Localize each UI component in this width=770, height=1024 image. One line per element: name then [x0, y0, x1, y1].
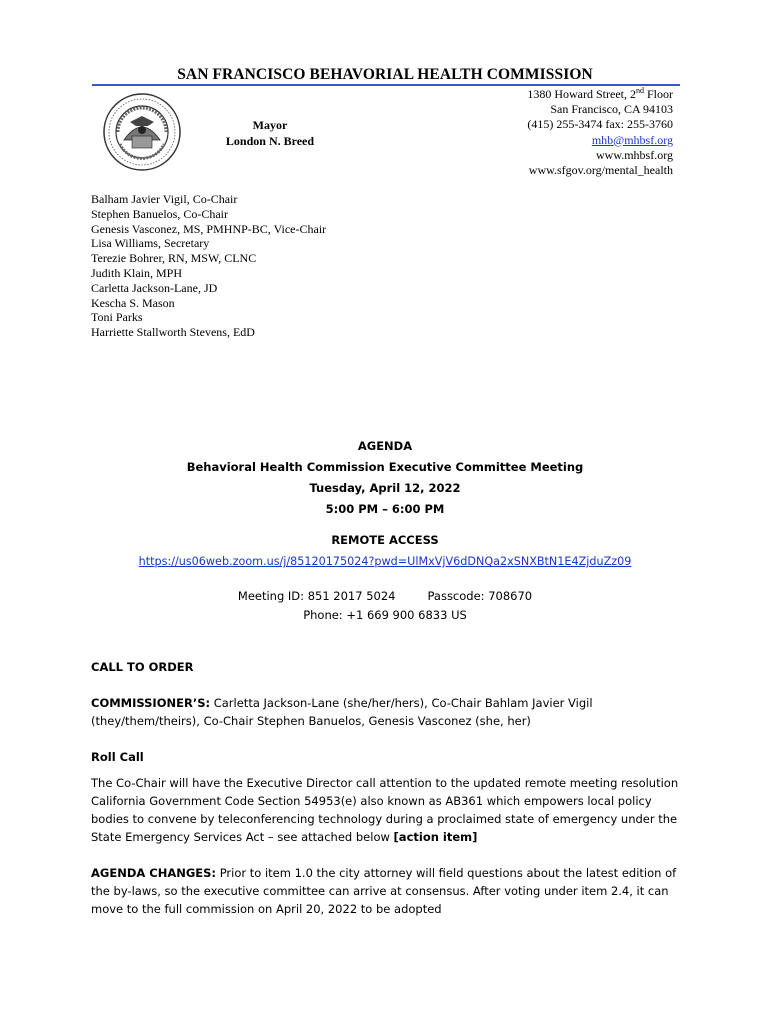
roll-call-paragraph: The Co-Chair will have the Executive Director call attention to the updated remote meeting resolution California Government Code Section 54953(e) also known as AB361 which empowers local policy bodies to convene by teleconferencing technology during a proclaimed state of emergency under the State Emergency Services Act – see attached below [action item] [91, 775, 679, 845]
website-2: www.sfgov.org/mental_health [528, 163, 673, 178]
agenda-heading-block [0, 436, 770, 520]
call-to-order-heading: CALL TO ORDER [91, 660, 194, 674]
agenda-heading: AGENDA [357, 439, 413, 453]
mayor-name: London N. Breed [225, 133, 315, 148]
list-item: Lisa Williams, Secretary [91, 236, 210, 251]
list-item: Terezie Bohrer, RN, MSW, CLNC [91, 251, 257, 266]
passcode: Passcode: 708670 [427, 589, 533, 603]
commissioners-paragraph: COMMISSIONER’S: Carletta Jackson-Lane (she/her/hers), Co-Chair Bahlam Javier Vigil (they/them/theirs), Co-Chair Stephen Banuelos, Genesis Vasconez (she, her) [91, 696, 593, 729]
commission-title: SAN FRANCISCO BEHAVORIAL HEALTH COMMISSION [177, 66, 593, 83]
list-item: Stephen Banuelos, Co-Chair [91, 206, 228, 221]
meeting-date: Tuesday, April 12, 2022 [309, 481, 461, 495]
address-line-2: San Francisco, CA 94103 [550, 102, 673, 117]
list-item: Balham Javier Vigil, Co-Chair [91, 192, 238, 206]
member-list [91, 192, 326, 340]
agenda-body [91, 658, 691, 918]
meeting-id: Meeting ID: 851 2017 5024 [237, 589, 396, 603]
remote-access-heading: REMOTE ACCESS [331, 533, 439, 547]
list-item: Harriette Stallworth Stevens, EdD [91, 325, 255, 340]
email-link[interactable]: mhb@mhbsf.org [591, 132, 673, 147]
phone-fax: (415) 255-3474 fax: 255-3760 [527, 117, 673, 132]
roll-call-heading: Roll Call [91, 749, 144, 764]
address-line-1: 1380 Howard Street, 2nd Floor [527, 86, 673, 101]
list-item: Carletta Jackson-Lane, JD [91, 280, 218, 295]
meeting-name: Behavioral Health Commission Executive Committee Meeting [186, 460, 584, 474]
city-seal-icon [102, 92, 182, 172]
mayor-block [200, 118, 340, 149]
remote-access-block [0, 530, 770, 572]
list-item: Judith Klain, MPH [91, 265, 183, 280]
title-rule [92, 84, 680, 86]
website-1: www.mhbsf.org [596, 147, 673, 162]
mayor-label: Mayor [252, 118, 288, 132]
phone-number: Phone: +1 669 900 6833 US [303, 608, 467, 622]
meeting-id-row [0, 587, 770, 606]
list-item: Genesis Vasconez, MS, PMHNP-BC, Vice-Chair [91, 221, 327, 236]
list-item: Toni Parks [91, 310, 143, 325]
agenda-changes-paragraph: AGENDA CHANGES: Prior to item 1.0 the city attorney will field questions about the latest edition of the by-laws, so the executive committee can arrive at consensus. After voting under item 2.4, it can move to the full commission on April 20, 2022 to be adopted [91, 865, 677, 917]
zoom-link[interactable]: https://us06web.zoom.us/j/85120175024?pwd=UlMxVjV6dDNQa2xSNXBtN1E4ZjduZz09 [138, 555, 632, 568]
contact-block [527, 87, 673, 178]
list-item: Kescha S. Mason [91, 295, 175, 310]
meeting-details [0, 587, 770, 625]
meeting-time: 5:00 PM – 6:00 PM [325, 502, 445, 516]
